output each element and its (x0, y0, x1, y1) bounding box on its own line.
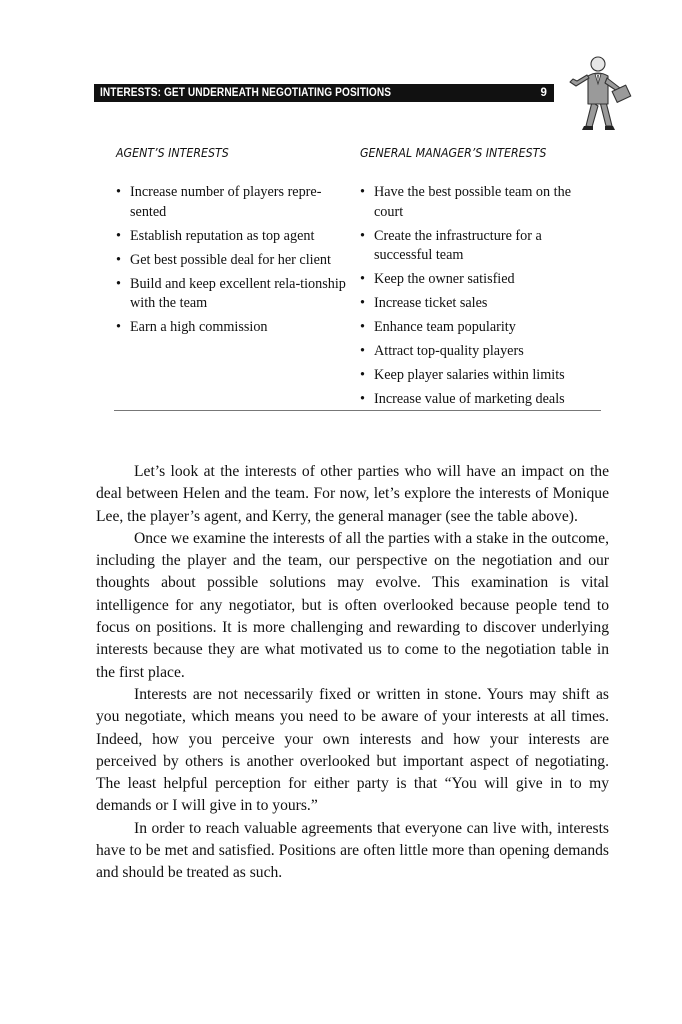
running-header (94, 84, 554, 102)
list-item: • Build and keep excellent rela-tionship with the team (116, 275, 352, 314)
list-item: • Have the best possible team on the court (360, 183, 596, 222)
paragraph: Once we examine the interests of all the parties with a stake in the outcome, including the player and the team, our perspective on the negotiation and our thoughts about possible solutions may evolve. This examination is vital intelligence for any negotiator, but is often overlooked because people tend to focus on positions. It is more challenging and rewarding to discover underlying interests because they are what motivated us to come to the negotiation table in the first place. (96, 529, 609, 681)
list-item: • Get best possible deal for her client (116, 251, 352, 271)
table-bottom-rule (114, 410, 601, 411)
agent-interests-heading: AGENT’S INTERESTS (116, 146, 229, 160)
paragraph: In order to reach valuable agreements that everyone can live with, interests have to be met and satisfied. Positions are often little more than opening demands and should be treated as such. (96, 819, 609, 882)
list-item: • Establish reputation as top agent (116, 227, 352, 247)
gm-interests-list (360, 183, 596, 414)
list-item: • Attract top-quality players (360, 342, 596, 362)
list-item: • Keep the owner satisfied (360, 270, 596, 290)
list-item: • Earn a high commission (116, 318, 352, 338)
list-item: • Keep player salaries within limits (360, 366, 596, 386)
list-item: • Enhance team popularity (360, 318, 596, 338)
list-item: • Create the infrastructure for a successful team (360, 227, 596, 266)
page-number: 9 (540, 87, 547, 99)
gm-interests-heading: GENERAL MANAGER’S INTERESTS (360, 146, 547, 160)
list-item: • Increase ticket sales (360, 294, 596, 314)
paragraph: Let’s look at the interests of other parties who will have an impact on the deal between Helen and the team. For now, let’s explore the interests of Monique Lee, the player’s agent, and Kerry, the general manager (see the table above). (96, 463, 609, 525)
agent-interests-list (116, 183, 352, 342)
list-item: • Increase value of marketing deals (360, 390, 596, 410)
businessman-with-briefcase-icon (562, 50, 638, 134)
chapter-title: INTERESTS: GET UNDERNEATH NEGOTIATING POSITIONS (100, 87, 392, 99)
list-item: • Increase number of players repre-sented (116, 183, 352, 222)
paragraph: Interests are not necessarily fixed or written in stone. Yours may shift as you negotiate, which means you need to be aware of your interests at all times. Indeed, how you perceive your own interests and how your interests are perceived by others is another overlooked but important aspect of negotiating. The least helpful perception for either party is that “You will give in to my demands or I will give in to yours.” (96, 685, 609, 815)
body-text (96, 461, 609, 885)
